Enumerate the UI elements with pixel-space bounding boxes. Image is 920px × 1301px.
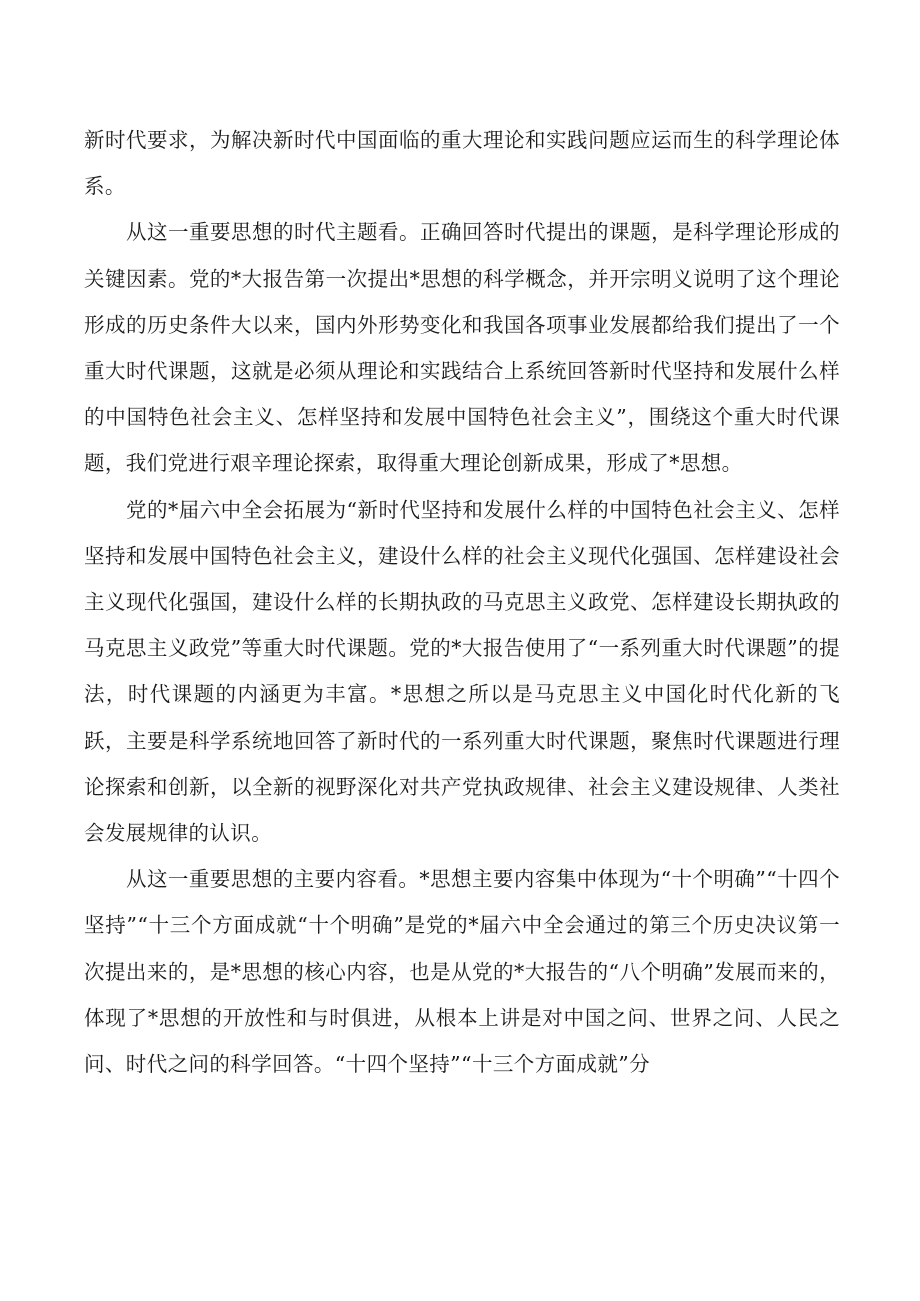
paragraph-4: 从这一重要思想的主要内容看。*思想主要内容集中体现为“十个明确”“十四个坚持”“十三个方面成就“十个明确”是党的*届六中全会通过的第三个历史决议第一次提出来的，是*思想的核心内容，也是从党的*大报告的“八个明确”发展而来的，体现了*思想的开放性和与时俱进，从根本上讲是对中国之问、世界之问、人民之问、时代之问的科学回答。“十四个坚持”“十三个方面成就”分 [84,867,840,1077]
paragraph-3: 党的*届六中全会拓展为“新时代坚持和发展什么样的中国特色社会主义、怎样坚持和发展中国特色社会主义，建设什么样的社会主义现代化强国、怎样建设社会主义现代化强国，建设什么样的长期执政的马克思主义政党、怎样建设长期执政的马克思主义政党”等重大时代课题。党的*大报告使用了“一系列重大时代课题”的提法，时代课题的内涵更为丰富。*思想之所以是马克思主义中国化时代化新的飞跃，主要是科学系统地回答了新时代的一系列重大时代课题，聚焦时代课题进行理论探索和创新，以全新的视野深化对共产党执政规律、社会主义建设规律、人类社会发展规律的认识。 [84,497,840,846]
paragraph-2: 从这一重要思想的时代主题看。正确回答时代提出的课题，是科学理论形成的关键因素。党的*大报告第一次提出*思想的科学概念，并开宗明义说明了这个理论形成的历史条件大以来，国内外形势变化和我国各项事业发展都给我们提出了一个重大时代课题，这就是必须从理论和实践结合上系统回答新时代坚持和发展什么样的中国特色社会主义、怎样坚持和发展中国特色社会主义”，围绕这个重大时代课题，我们党进行艰辛理论探索，取得重大理论创新成果，形成了*思想。 [84,220,840,476]
paragraph-1: 新时代要求，为解决新时代中国面临的重大理论和实践问题应运而生的科学理论体系。 [84,128,840,199]
